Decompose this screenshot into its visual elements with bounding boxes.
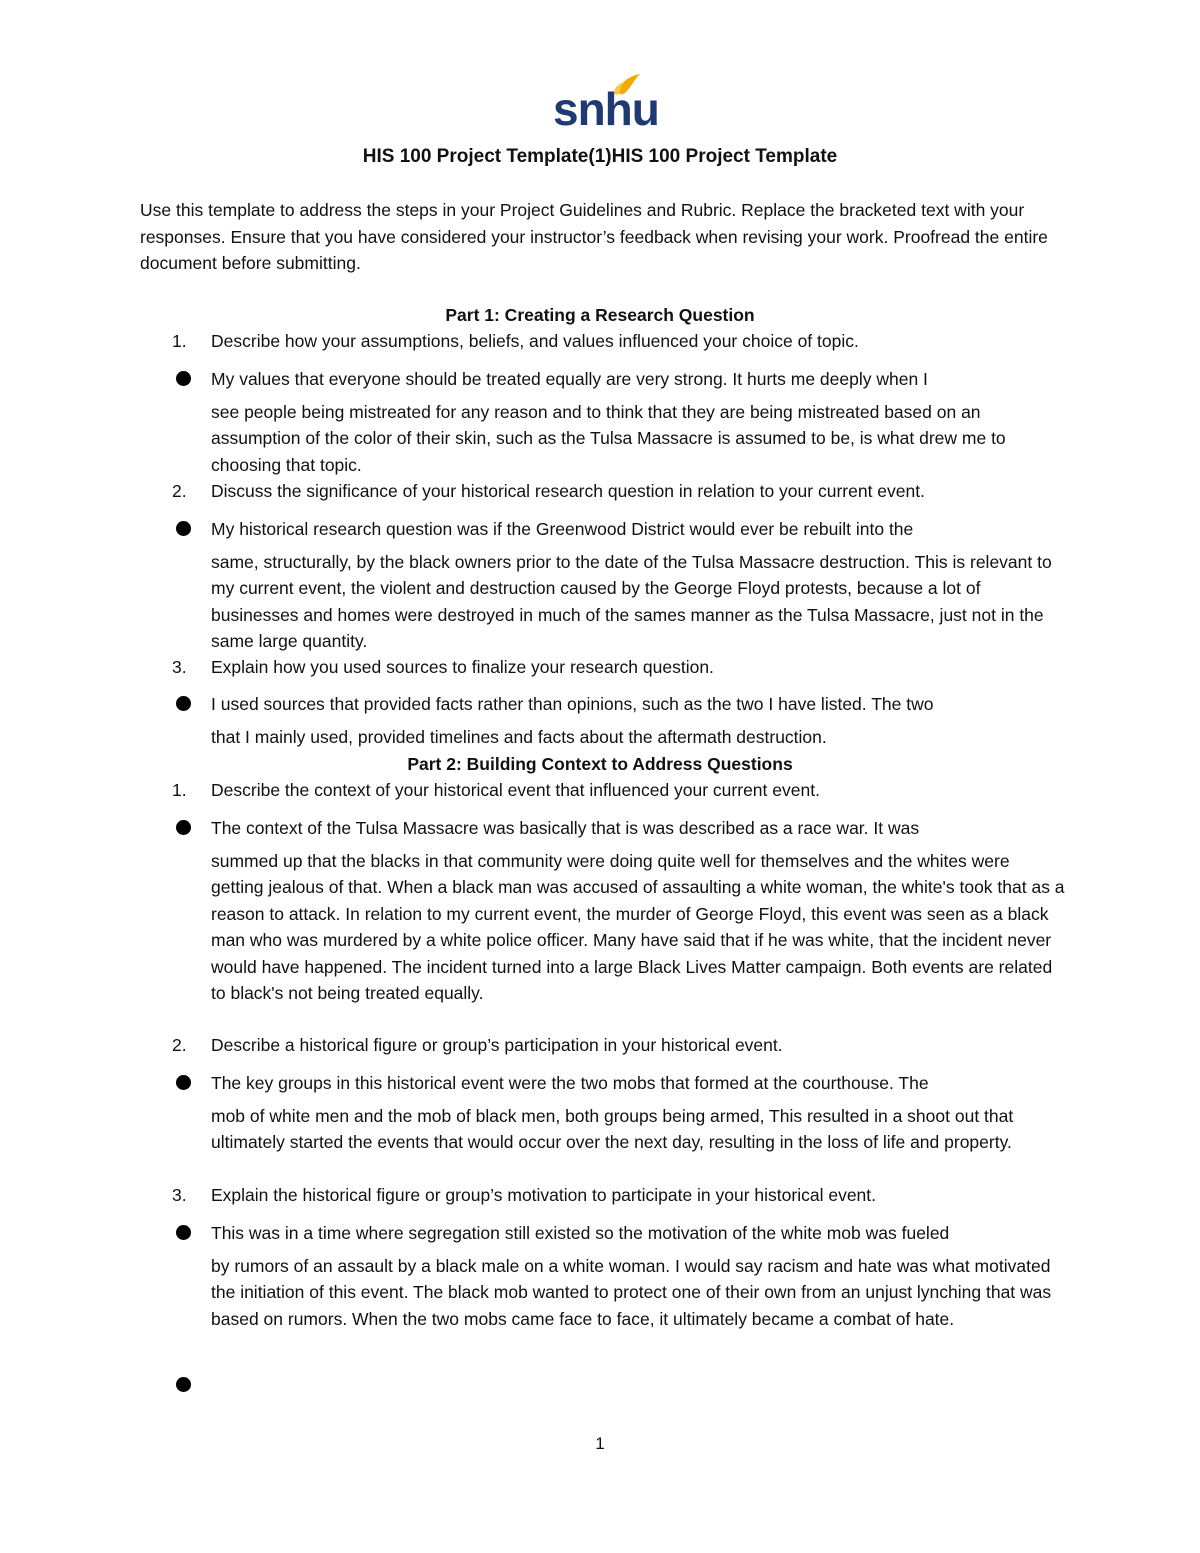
answer-first-line: I used sources that provided facts rather than opinions, such as the two I have listed. The two [211,694,934,714]
part2-question-1 [172,777,1052,804]
intro-paragraph: Use this template to address the steps in your Project Guidelines and Rubric. Replace the bracketed text with your responses. Ensure that you have considered your instructor’s feedback when revising your work. Proofread the entire document before submitting. [140,200,1048,273]
answer-first-line: This was in a time where segregation still existed so the motivation of the white mob was fueled [211,1223,950,1243]
part2-question-3 [172,1182,1052,1209]
answer-first-line: The key groups in this historical event were the two mobs that formed at the courthouse. The [211,1073,929,1093]
question-number: 2. [172,481,187,501]
bullet-icon [176,1377,191,1392]
part2-answer-3 [176,1220,1066,1332]
answer-text: same, structurally, by the black owners prior to the date of the Tulsa Massacre destruction. This is relevant to my current event, the violent and destruction caused by the George Floyd protests, because a lot of businesses and homes were destroyed in much of the sames manner as the Tulsa Massacre, just not in the same large quantity. [211,551,1052,651]
bullet-icon [176,820,191,835]
part1-question-2 [172,478,1052,505]
bullet-icon [176,521,191,536]
question-text: Describe the context of your historical event that influenced your current event. [211,780,820,800]
part1-question-3 [172,654,1052,681]
document-title: HIS 100 Project Template(1)HIS 100 Project Template [362,146,838,167]
question-text: Describe how your assumptions, beliefs, and values influenced your choice of topic. [211,331,859,351]
question-text: Explain how you used sources to finalize your research question. [211,657,714,677]
question-number: 2. [172,1035,187,1055]
snhu-logo [548,72,659,138]
bullet-icon [176,1225,191,1240]
answer-text: that I mainly used, provided timelines and facts about the aftermath destruction. [211,726,827,747]
question-number: 1. [172,331,187,351]
bullet-icon [176,696,191,711]
answer-text: see people being mistreated for any reason and to think that they are being mistreated based on an assumption of the color of their skin, such as the Tulsa Massacre is assumed to be, is what drew me to choosing that topic. [211,401,1006,475]
logo-wordmark: snhu [553,83,659,135]
part1-answer-1 [176,366,1066,478]
part2-question-2 [172,1032,1052,1059]
part2-heading: Part 2: Building Context to Address Questions [407,754,793,774]
part1-answer-3 [176,691,1066,750]
part2-answer-2 [176,1070,1066,1156]
part1-heading: Part 1: Creating a Research Question [445,305,755,325]
part2-answer-1 [176,815,1066,1007]
bullet-icon [176,371,191,386]
part1-question-1 [172,328,1052,355]
answer-text: summed up that the blacks in that community were doing quite well for themselves and the whites were getting jealous of that. When a black man was accused of assaulting a white woman, the white's took that as a reason to attack. In relation to my current event, the murder of George Floyd, this event was seen as a black man who was murdered by a white police officer. Many have said that if he was white, that the incident never would have happened. The incident turned into a large Black Lives Matter campaign. Both events are related to black's not being treated equally. [211,850,1065,1003]
answer-first-line: My values that everyone should be treated equally are very strong. It hurts me deeply when I [211,369,928,389]
answer-first-line: My historical research question was if the Greenwood District would ever be rebuilt into the [211,519,914,539]
question-text: Describe a historical figure or group’s participation in your historical event. [211,1035,783,1055]
bullet-icon [176,1075,191,1090]
page-number: 1 [595,1434,605,1453]
question-number: 1. [172,780,187,800]
question-number: 3. [172,1185,187,1205]
question-text: Explain the historical figure or group’s motivation to participate in your historical event. [211,1185,877,1205]
answer-text: by rumors of an assault by a black male on a white woman. I would say racism and hate was what motivated the initiation of this event. The black mob wanted to protect one of their own from an unjust lynching that was based on rumors. When the two mobs came face to face, it ultimately became a combat of hate. [211,1255,1052,1329]
answer-text: mob of white men and the mob of black men, both groups being armed, This resulted in a shoot out that ultimately started the events that would occur over the next day, resulting in the loss of life and property. [211,1105,1014,1152]
part1-answer-2 [176,516,1066,655]
question-text: Discuss the significance of your historical research question in relation to your current event. [211,481,925,501]
question-number: 3. [172,657,187,677]
answer-first-line: The context of the Tulsa Massacre was basically that is was described as a race war. It was [211,818,920,838]
